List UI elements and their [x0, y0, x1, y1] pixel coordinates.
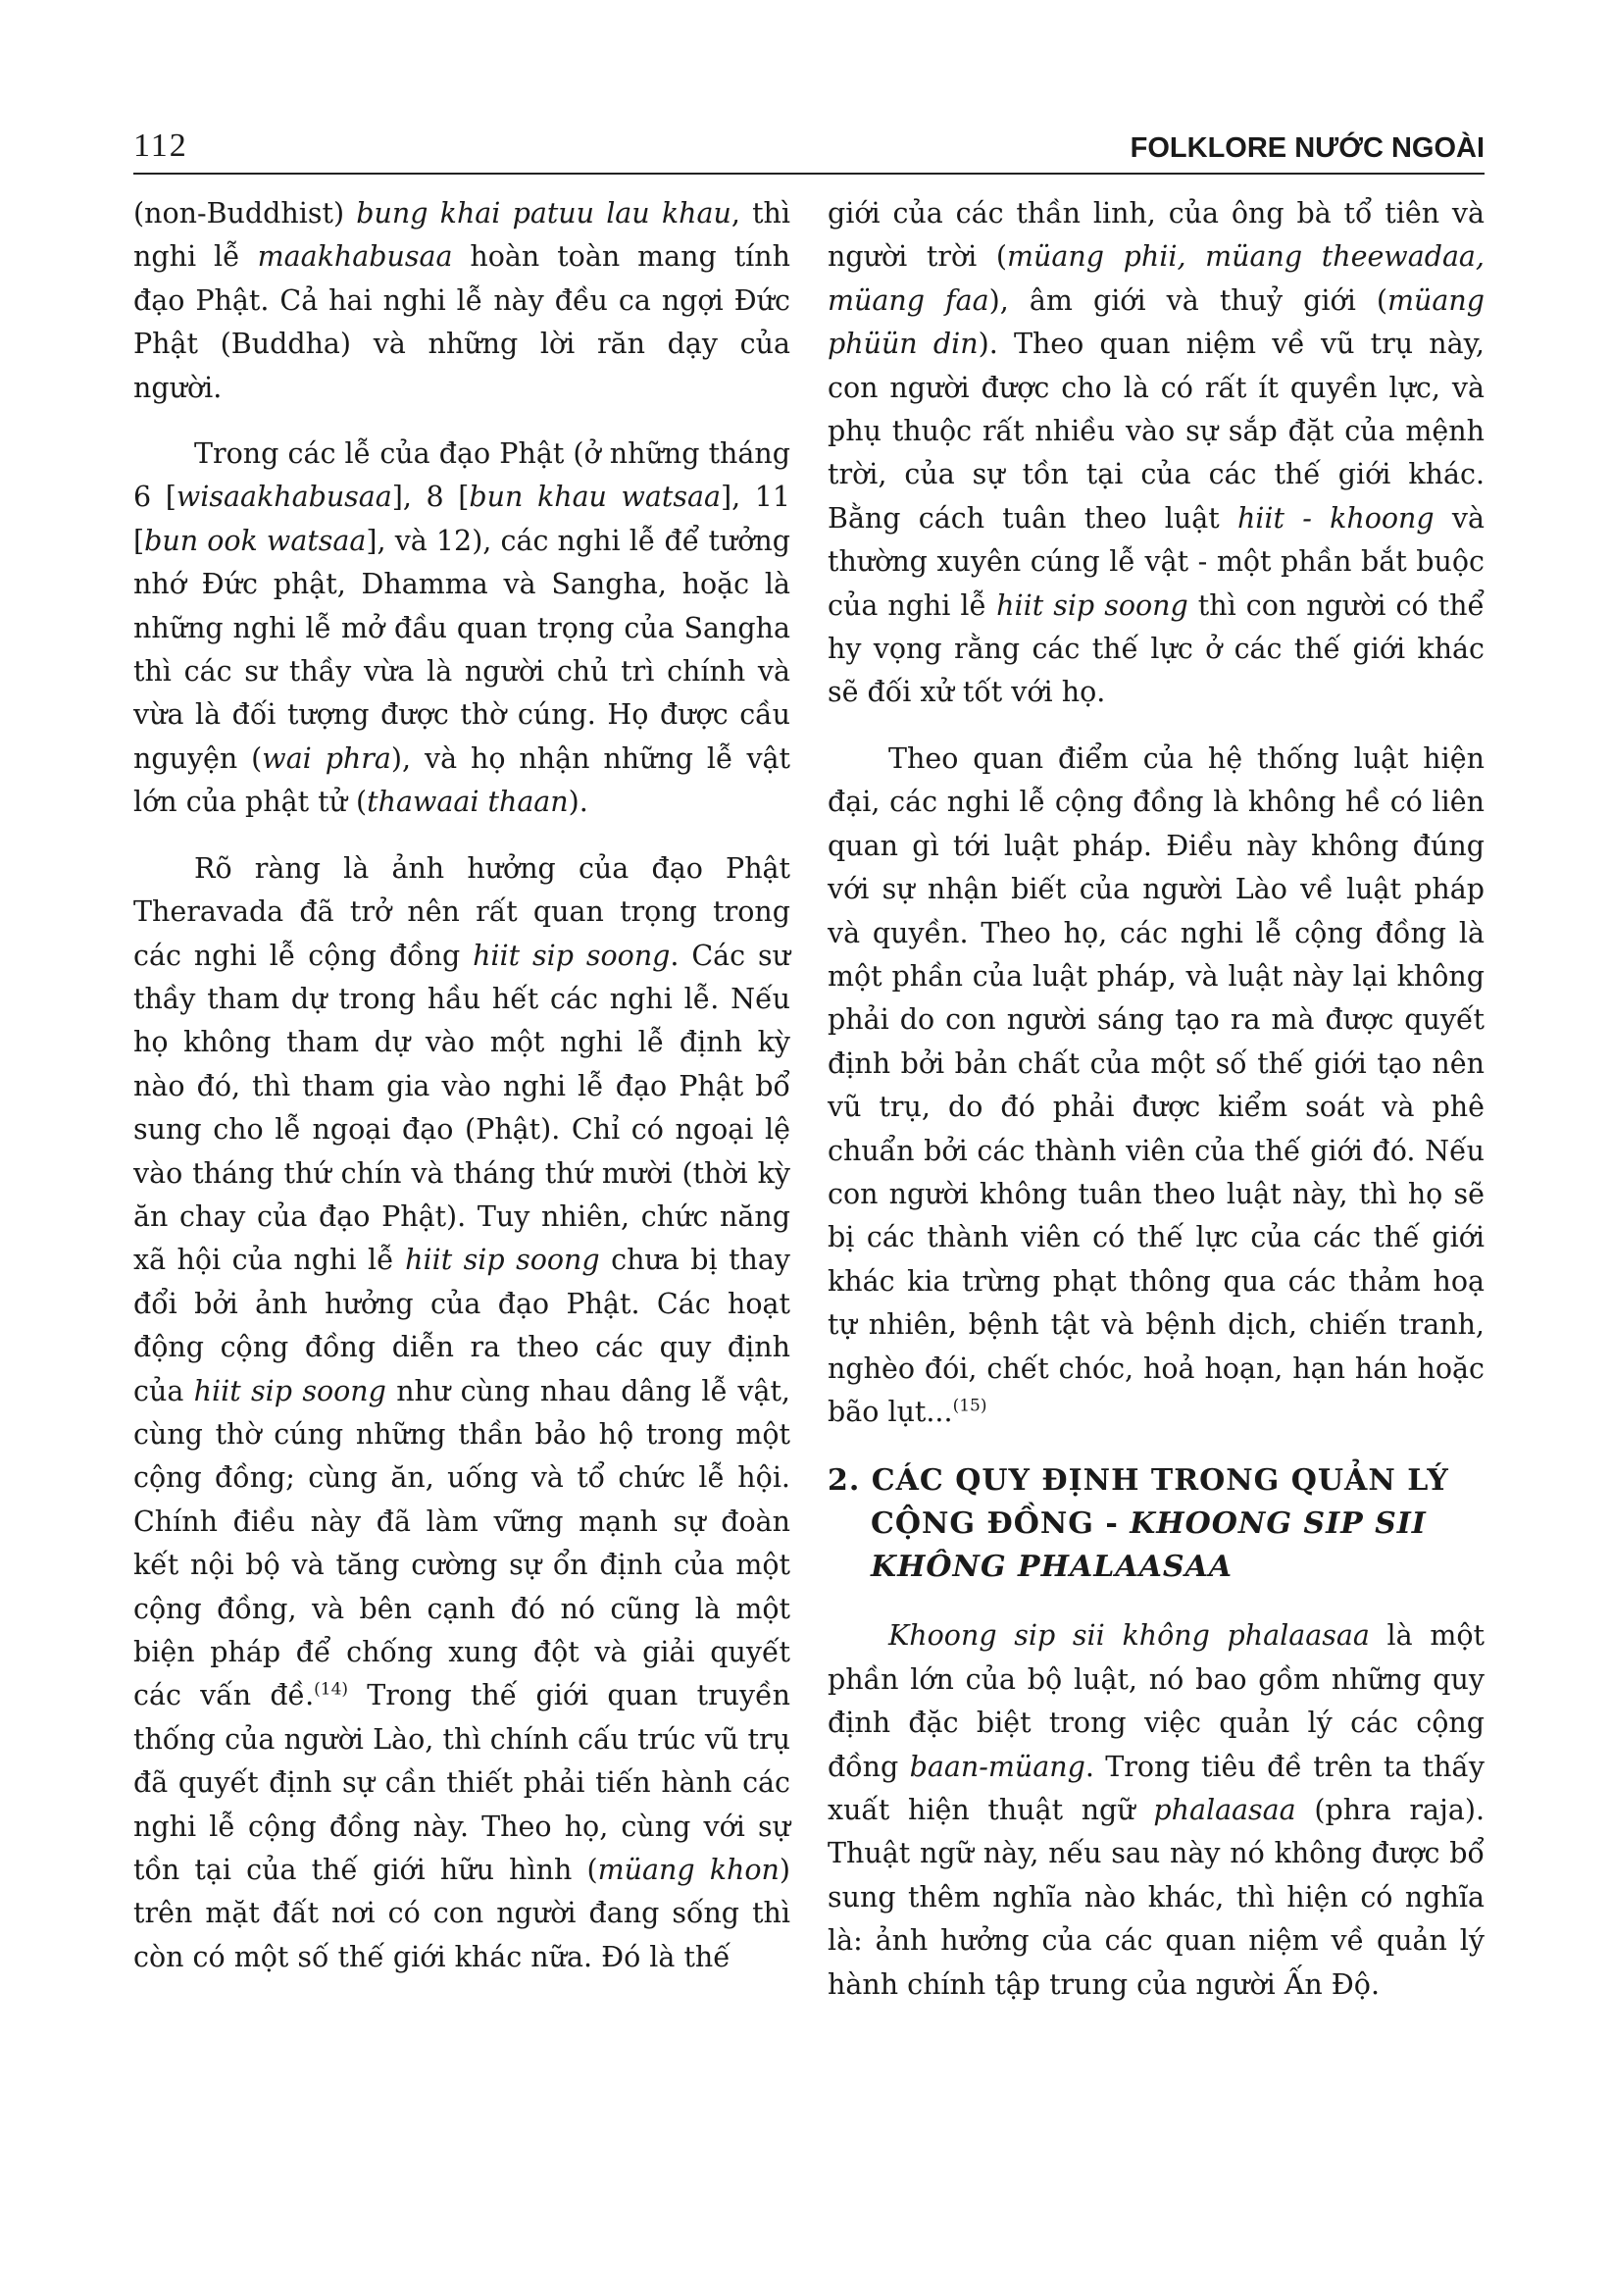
left-paragraph-3 [133, 847, 790, 1980]
text-run: (phra raja). Thuật ngữ này, nếu sau này nó không được bổ sung thêm nghĩa nào khác, thì hiện có nghĩa là: ảnh hưởng của các quan niệm về quản lý hành chính tập trung của người Ấn Độ. [828, 1794, 1486, 2001]
text-run: ), âm giới và thuỷ giới ( [988, 283, 1388, 317]
italic-term: bun ook watsaa [144, 524, 367, 557]
text-run: ) trên mặt đất nơi có con người đang sống thì còn có một số thế giới khác nữa. Đó là thế [133, 1854, 790, 1973]
italic-term: müang phii, müang theewadaa, müang faa [828, 240, 1485, 317]
italic-term: hiit sip soong [405, 1244, 600, 1277]
italic-term: phalaasaa [1153, 1794, 1296, 1826]
text-run: ). [568, 786, 588, 819]
page-number: 112 [133, 128, 188, 164]
text-run: ). Theo quan niệm về vũ trụ này, con người được cho là có rất ít quyền lực, và phụ thuộc rất nhiều vào sự sắp đặt của mệnh trời, của sự tồn tại của các thế giới khác. Bằng cách tuân theo luật [828, 328, 1485, 535]
text-run: Rõ ràng là ảnh hưởng của đạo Phật Theravada đã trở nên rất quan trọng trong các nghi lễ cộng đồng [133, 851, 790, 972]
text-run: Theo quan điểm của hệ thống luật hiện đại, các nghi lễ cộng đồng là không hề có liên quan gì tới luật pháp. Điều này không đúng với sự nhận biết của người Lào về luật pháp và quyền. Theo họ, các nghi lễ cộng đồng là một phần của luật pháp, và luật này lại không phải do con người sáng tạo ra mà được quyết định bởi bản chất của một số thế giới tạo nên vũ trụ, do đó phải được kiểm soát và phê chuẩn bởi các thành viên của thế giới đó. Nếu con người không tuân theo luật này, thì họ sẽ bị các thành viên có thế lực của các thế giới khác kia trừng phạt thông qua các thảm hoạ tự nhiên, bệnh tật và bệnh dịch, chiến tranh, nghèo đói, chết chóc, hoả hoạn, hạn hán hoặc bão lụt... [828, 741, 1485, 1428]
right-paragraph-3 [828, 1614, 1485, 2007]
page-header [133, 122, 1485, 175]
italic-term: wai phra [262, 741, 391, 775]
text-run: như cùng nhau dâng lễ vật, cùng thờ cúng những thần bảo hộ trong một cộng đồng; cùng ăn, uống và tổ chức lễ hội. Chính điều này đã làm vững mạnh sự đoàn kết nội bộ và tăng cường sự ổn định của một cộng đồng, và bên cạnh đó nó cũng là một biện pháp để chống xung đột và giải quyết các vấn đề. [133, 1374, 790, 1712]
italic-term: bun khau watsaa [469, 481, 721, 514]
left-paragraph-2 [133, 433, 790, 825]
text-run: ), và họ nhận những lễ vật lớn của phật tử ( [133, 741, 790, 819]
italic-term: Khoong sip sii không phalaasaa [888, 1619, 1370, 1653]
footnote-marker: (14) [314, 1679, 349, 1700]
italic-term: maakhabusaa [257, 240, 453, 274]
italic-term: müang phüün din [828, 283, 1486, 361]
right-paragraph-2 [828, 738, 1485, 1435]
text-run: . Các sư thầy tham dự trong hầu hết các nghi lễ. Nếu họ không tham dự vào một nghi lễ định kỳ nào đó, thì tham gia vào nghi lễ đạo Phật bổ sung cho lễ ngoại đạo (Phật). Chỉ có ngoại lệ vào tháng thứ chín và tháng thứ mười (thời kỳ ăn chay của đạo Phật). Tuy nhiên, chức năng xã hội của nghi lễ [133, 939, 790, 1277]
section-title: CÁC QUY ĐỊNH TRONG QUẢN LÝ CỘNG ĐỒNG - [871, 1463, 1449, 1542]
text-run: (non-Buddhist) [133, 197, 357, 230]
running-title: FOLKLORE NƯỚC NGOÀI [1130, 132, 1485, 164]
left-paragraph-1 [133, 192, 790, 410]
text-run: giới của các thần linh, của ông bà tổ tiên và người trời ( [828, 197, 1485, 274]
section-title-italic: KHOONG SIP SII KHÔNG PHALAASAA [871, 1506, 1427, 1585]
left-column [133, 192, 790, 2002]
text-run: chưa bị thay đổi bởi ảnh hưởng của đạo Phật. Các hoạt động cộng đồng diễn ra theo các quy định của [133, 1244, 790, 1407]
text-run: . Trong tiêu đề trên ta thấy xuất hiện thuật ngữ [828, 1750, 1485, 1826]
text-run: ], và 12), các nghi lễ để tưởng nhớ Đức phật, Dhamma và Sangha, hoặc là những nghi lễ mở đầu quan trọng của Sangha thì các sư thầy vừa là người chủ trì chính và vừa là đối tượng được thờ cúng. Họ được cầu nguyện ( [133, 524, 791, 775]
italic-term: müang khon [597, 1854, 780, 1887]
italic-term: wisaakhabusaa [176, 481, 392, 514]
footnote-marker: (15) [952, 1396, 987, 1416]
italic-term: hiit sip soong [473, 939, 671, 972]
text-run: thì con người có thể hy vọng rằng các thế lực ở các thế giới khác sẽ đối xử tốt với họ. [828, 588, 1485, 709]
italic-term: hiit sip soong [193, 1374, 386, 1407]
italic-term: baan-müang [909, 1750, 1085, 1783]
text-run: , thì nghi lễ [133, 197, 791, 274]
italic-term: hiit - khoong [1236, 501, 1435, 535]
text-run: hoàn toàn mang tính đạo Phật. Cả hai nghi lễ này đều ca ngợi Đức Phật (Buddha) và những lời răn dạy của người. [133, 240, 790, 404]
right-paragraph-1 [828, 192, 1485, 715]
text-run: Trong thế giới quan truyền thống của người Lào, thì chính cấu trúc vũ trụ đã quyết định sự cần thiết phải tiến hành các nghi lễ cộng đồng này. Theo họ, cùng với sự tồn tại của thế giới hữu hình ( [133, 1679, 790, 1887]
text-run: Trong các lễ của đạo Phật (ở những tháng 6 [ [133, 437, 790, 514]
text-run: ], 11 [ [133, 481, 790, 557]
italic-term: thawaai thaan [367, 786, 569, 819]
text-run: ], 8 [ [391, 481, 470, 514]
section-heading [828, 1459, 1485, 1589]
italic-term: bung khai patuu lau khau [356, 197, 731, 230]
section-number: 2. [828, 1463, 861, 1499]
right-column [828, 192, 1485, 2029]
text-run: và thường xuyên cúng lễ vật - một phần bắt buộc của nghi lễ [828, 501, 1485, 622]
text-run: là một phần lớn của bộ luật, nó bao gồm những quy định đặc biệt trong việc quản lý các cộng đồng [828, 1619, 1485, 1783]
italic-term: hiit sip soong [996, 588, 1188, 622]
